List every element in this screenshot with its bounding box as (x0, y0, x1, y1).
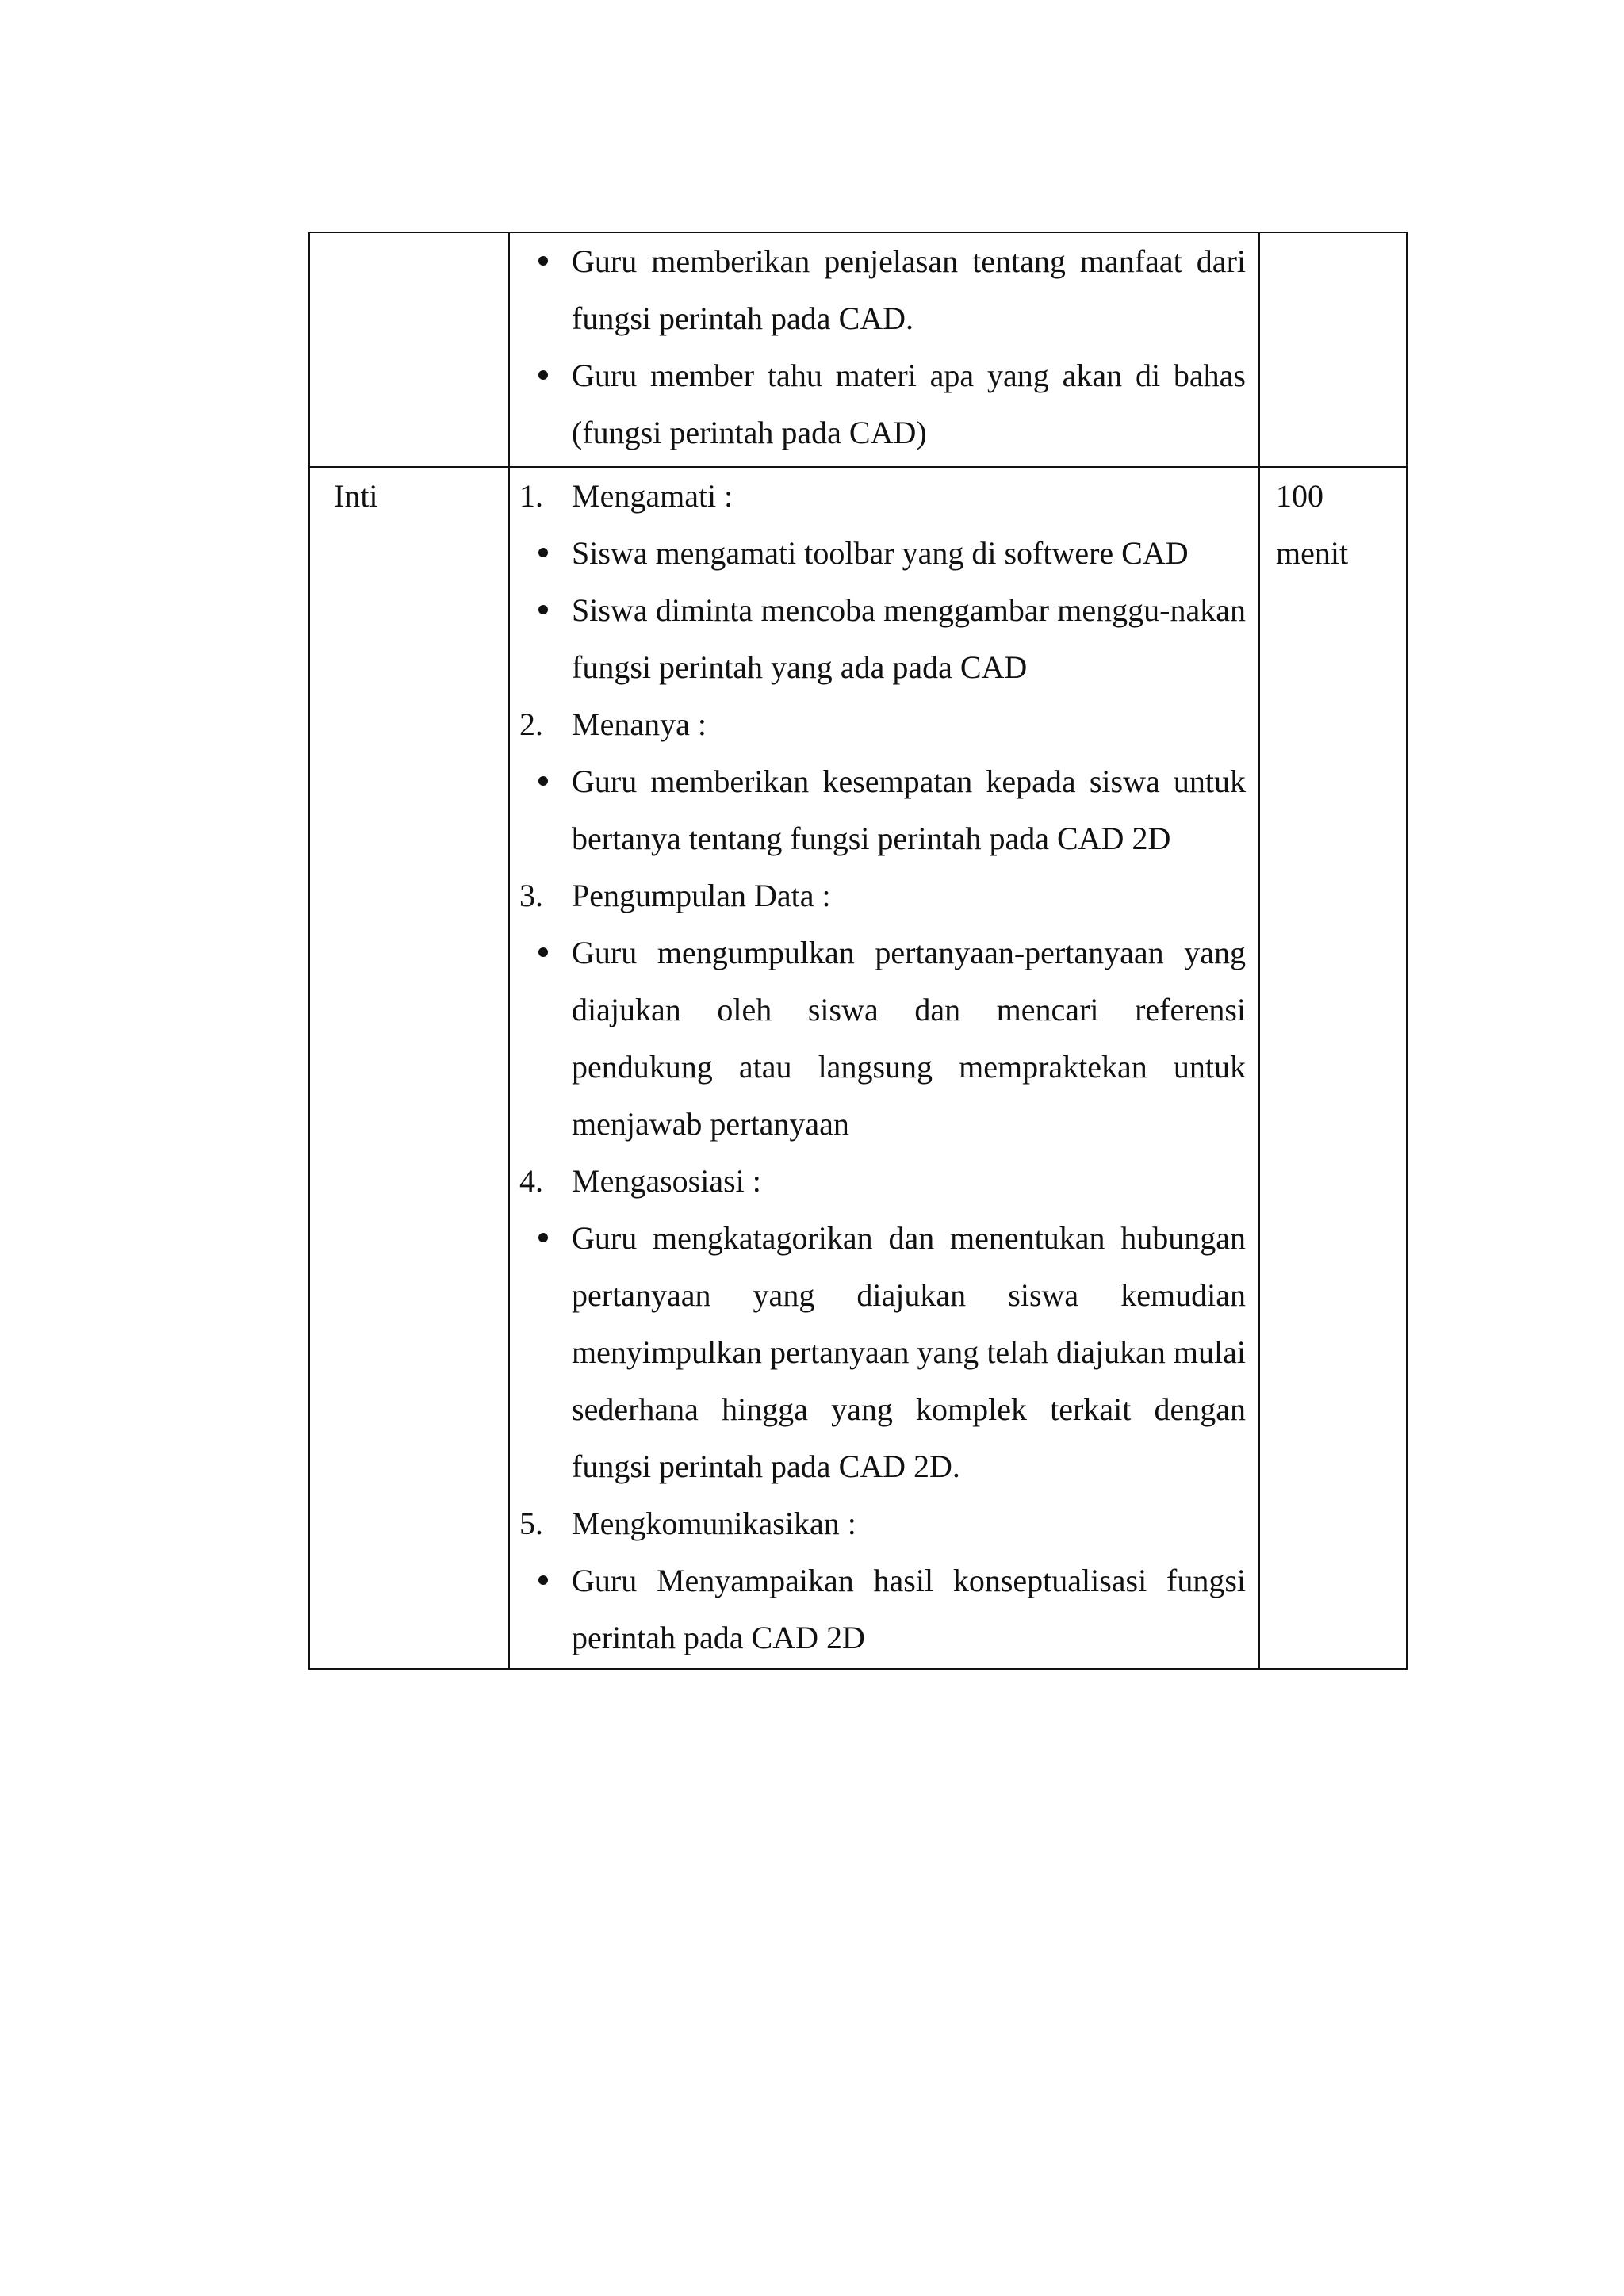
step-number: 2. (519, 706, 543, 742)
step-heading (519, 696, 1246, 753)
intro-time-cell (1260, 233, 1406, 468)
inti-activity-cell (510, 468, 1260, 1668)
list-item: Guru memberikan penjelasan tentang manfaat dari fungsi perintah pada CAD. (519, 233, 1246, 347)
list-item: Siswa diminta mencoba menggambar menggu-nakan fungsi perintah yang ada pada CAD (519, 582, 1246, 696)
lesson-activity-table (308, 232, 1408, 1670)
inti-time-block (1276, 468, 1348, 582)
step-title: Mengamati : (572, 478, 733, 514)
list-item: Siswa mengamati toolbar yang di softwere CAD (519, 525, 1246, 582)
step-title: Pengumpulan Data : (572, 878, 831, 913)
step-heading (519, 468, 1246, 525)
intro-phase-cell (310, 233, 510, 468)
step-number: 5. (519, 1506, 543, 1541)
intro-activity-cell (510, 233, 1260, 468)
list-item: Guru Menyampaikan hasil konseptualisasi fungsi perintah pada CAD 2D (519, 1552, 1246, 1667)
step-heading (519, 867, 1246, 924)
inti-phase-label: Inti (334, 478, 378, 514)
list-item: Guru mengumpulkan pertanyaan-pertanyaan yang diajukan oleh siswa dan mencari referensi pendukung atau langsung mempraktekan untuk menjawab pertanyaan (519, 924, 1246, 1153)
inti-time-cell (1260, 468, 1406, 1668)
time-value: 100 (1276, 478, 1323, 514)
inti-activity-list (519, 468, 1246, 1667)
step-title: Menanya : (572, 706, 707, 742)
list-item: Guru mengkatagorikan dan menentukan hubungan pertanyaan yang diajukan siswa kemudian menyimpulkan pertanyaan yang telah diajukan mulai sederhana hingga yang komplek terkait dengan fungsi perintah pada CAD 2D. (519, 1210, 1246, 1495)
step-title: Mengasosiasi : (572, 1163, 761, 1199)
time-unit: menit (1276, 535, 1349, 571)
inti-phase-cell (310, 468, 510, 1668)
step-number: 3. (519, 878, 543, 913)
list-item: Guru member tahu materi apa yang akan di bahas (fungsi perintah pada CAD) (519, 347, 1246, 461)
step-heading (519, 1495, 1246, 1552)
step-title: Mengkomunikasikan : (572, 1506, 856, 1541)
step-heading (519, 1153, 1246, 1210)
step-number: 4. (519, 1163, 543, 1199)
list-item: Guru memberikan kesempatan kepada siswa untuk bertanya tentang fungsi perintah pada CAD 2D (519, 753, 1246, 867)
intro-activity-list (519, 233, 1246, 461)
step-number: 1. (519, 478, 543, 514)
